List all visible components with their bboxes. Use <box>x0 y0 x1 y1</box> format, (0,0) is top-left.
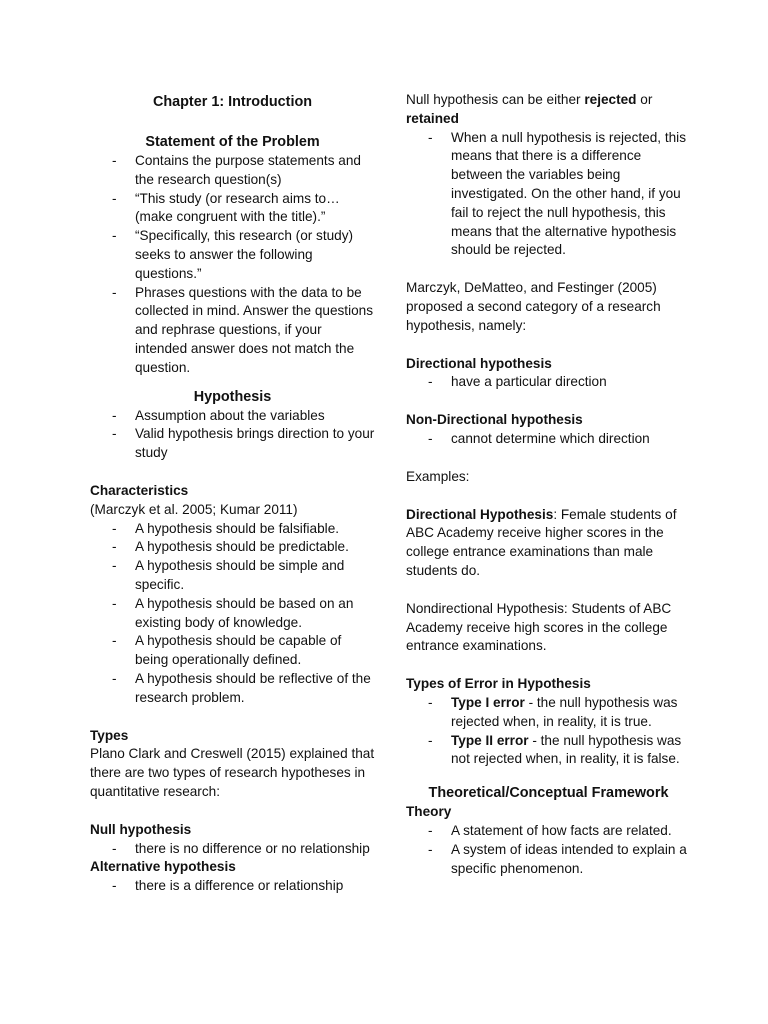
null-hypothesis-heading: Null hypothesis <box>90 821 192 837</box>
problem-heading: Statement of the Problem <box>145 134 320 150</box>
hypothesis-list <box>90 407 375 463</box>
list-item: - Contains the purpose statements and the research question(s) <box>90 152 375 190</box>
list-item: - Assumption about the variables <box>90 407 375 426</box>
directional-list <box>406 373 691 392</box>
list-item: - Valid hypothesis brings direction to your study <box>90 425 375 463</box>
null-intro-before: Null hypothesis can be either <box>406 92 585 107</box>
type2-text: - the null hypothesis was not rejected when, in reality, it is false. <box>451 732 682 767</box>
hypothesis-heading: Hypothesis <box>193 388 272 405</box>
problem-list <box>90 152 375 378</box>
example-nondirectional: Nondirectional Hypothesis: Students of ABC Academy receive high scores in the college entrance examinations. <box>406 600 672 654</box>
list-item: - A hypothesis should be reflective of the research problem. <box>90 670 375 708</box>
list-item: - A hypothesis should be predictable. <box>90 538 375 557</box>
examples-label: Examples: <box>406 468 470 484</box>
example-directional <box>406 506 691 581</box>
alternative-hypothesis-list <box>90 877 375 896</box>
framework-heading: Theoretical/Conceptual Framework <box>428 785 669 802</box>
error-types-heading: Types of Error in Hypothesis <box>406 676 591 692</box>
list-item: - “Specifically, this research (or study) seeks to answer the following questions.” <box>90 227 375 283</box>
non-directional-list <box>406 430 691 449</box>
list-item: - there is a difference or relationship <box>90 877 375 896</box>
example-directional-text: : Female students of ABC Academy receive higher scores in the college entrance examinations than male students do. <box>406 506 677 578</box>
list-item <box>406 694 691 732</box>
chapter-title: Chapter 1: Introduction <box>152 94 313 110</box>
null-intro-middle: or <box>636 92 653 107</box>
list-item: - A system of ideas intended to explain a specific phenomenon. <box>406 841 691 879</box>
characteristics-list <box>90 520 375 708</box>
characteristics-heading: Characteristics <box>90 482 189 498</box>
null-intro-text <box>406 91 691 129</box>
list-item: - cannot determine which direction <box>406 430 691 449</box>
types-text: Plano Clark and Creswell (2015) explained that there are two types of research hypotheses in quantitative research: <box>90 746 375 799</box>
directional-heading: Directional hypothesis <box>406 355 552 371</box>
list-item: - A statement of how facts are related. <box>406 822 691 841</box>
list-item: - “This study (or research aims to…(make congruent with the title).” <box>90 190 375 228</box>
alternative-hypothesis-heading: Alternative hypothesis <box>90 859 236 875</box>
list-item: - A hypothesis should be capable of being operationally defined. <box>90 632 375 670</box>
list-item: - have a particular direction <box>406 373 691 392</box>
non-directional-heading: Non-Directional hypothesis <box>406 412 583 428</box>
retained-word: retained <box>406 110 459 126</box>
types-heading: Types <box>90 727 129 743</box>
right-column <box>406 91 691 878</box>
characteristics-citation: (Marczyk et al. 2005; Kumar 2011) <box>90 501 298 517</box>
left-column <box>90 91 375 896</box>
list-item: - A hypothesis should be simple and specific. <box>90 557 375 595</box>
list-item: - A hypothesis should be falsifiable. <box>90 520 375 539</box>
type1-text: - the null hypothesis was rejected when, in reality, it is true. <box>451 694 678 729</box>
list-item: - there is no difference or no relationship <box>90 840 375 859</box>
example-directional-label: Directional Hypothesis <box>406 506 554 522</box>
theory-list <box>406 822 691 878</box>
type1-label: Type I error <box>451 694 525 710</box>
null-hypothesis-list <box>90 840 375 859</box>
type2-label: Type II error <box>451 732 529 748</box>
list-item: - When a null hypothesis is rejected, this means that there is a difference between the variables being investigated. On the other hand, if you fail to reject the null hypothesis, this means that the alternative hypothesis should be rejected. <box>406 129 691 261</box>
list-item: - A hypothesis should be based on an existing body of knowledge. <box>90 595 375 633</box>
list-item: - Phrases questions with the data to be collected in mind. Answer the questions and rephrase questions, if your intended answer does not match the question. <box>90 284 375 378</box>
rejected-word: rejected <box>584 92 637 107</box>
error-types-list <box>406 694 691 769</box>
second-category-text: Marczyk, DeMatteo, and Festinger (2005) proposed a second category of a research hypothesis, namely: <box>406 280 661 333</box>
null-intro-list <box>406 129 691 261</box>
theory-heading: Theory <box>406 804 452 820</box>
list-item <box>406 732 691 770</box>
